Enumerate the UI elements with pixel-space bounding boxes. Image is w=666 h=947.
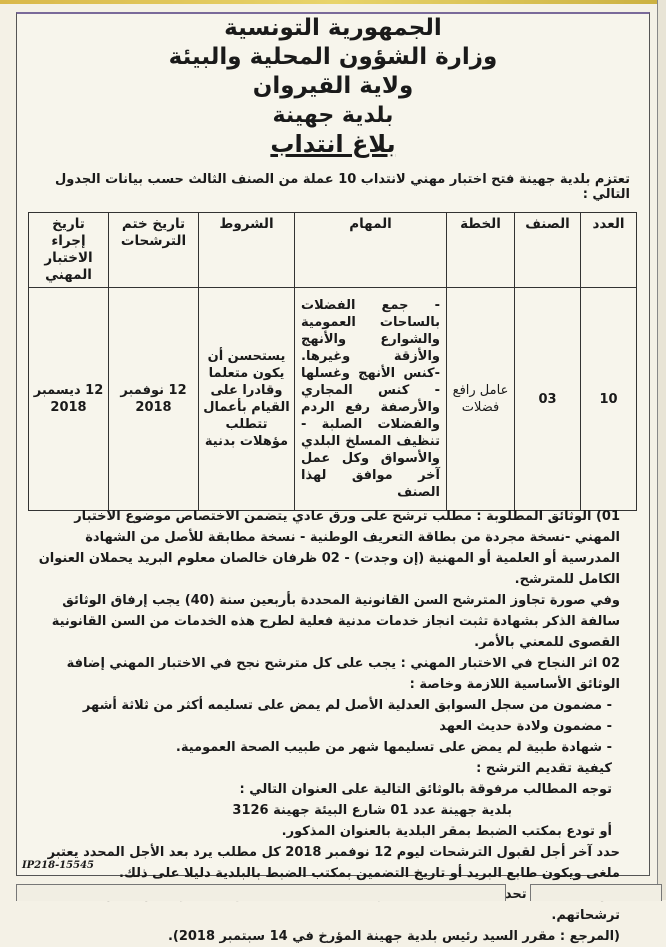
country-name: الجمهورية التونسية — [224, 15, 442, 41]
notice-header — [0, 14, 666, 159]
header-count: العدد — [581, 213, 637, 288]
next-article-frame — [16, 884, 506, 901]
header-position: الخطة — [447, 213, 515, 288]
reference-code: IP218-15545 — [22, 860, 95, 871]
cell-conditions: يستحسن أن يكون متعلما وقادرا على القيام بأعمال تتطلب مؤهلات بدنية — [199, 288, 295, 511]
cell-count: 10 — [581, 288, 637, 511]
header-grade: الصنف — [515, 213, 581, 288]
exam-location-notice: تحديد ترشحاتهم. — [492, 887, 620, 923]
how-to-apply-text: توجه المطالب مرفوقة بالوثائق التالية على العنوان التالي : — [239, 782, 612, 797]
table-row — [29, 288, 637, 511]
required-documents: 01) الوثائق المطلوبة : مطلب ترشح على ورق عادي يتضمن الاختصاص موضوع الاختبار المهني -نسخة مجردة من بطاقة التعريف الوطنية - نسخة مطابقة للأصل من الشهادة المدرسية أو العلمية أو المهنية (إن وجدت) - 02 ظرفان خالصان معلوم البريد يحملان العنوان الكامل للمترشح. — [38, 509, 620, 587]
notice-title: بلاغ انتداب — [270, 130, 396, 158]
cell-exam-date: 12 ديسمبر 2018 — [29, 288, 109, 511]
notice-body — [32, 506, 642, 947]
reference-decision: (المرجع : مقرر السيد رئيس بلدية جهينة المؤرخ في 14 سبتمبر 2018). — [167, 929, 620, 944]
deadline-text: حدد آخر أجل لقبول الترشحات ليوم 12 نوفمبر 2018 كل مطلب يرد بعد الأجل المحدد يعتبر ملغى ويكون طابع البريد أو تاريخ التضمين بمكتب الضبط بالبلدية دليلا على ذلك. — [47, 845, 620, 881]
mailing-address: بلدية جهينة عدد 01 شارع البيئة جهينة 3126 — [232, 803, 512, 818]
deposit-option: أو تودع بمكتب الضبط بمقر البلدية بالعنوان المذكور. — [281, 824, 612, 839]
intro-text: تعتزم بلدية جهينة فتح اختبار مهني لانتداب 10 عملة من الصنف الثالث حسب بيانات الجدول التالي : — [55, 172, 630, 202]
cell-tasks: - جمع الفضلات بالساحات العمومية والشوارع والأنهج والأزقة وغيرها. -كنس الأنهج وغسلها - كنس المجاري والأرصفة رفع الردم والفضلات الصلبة - تنظيف المسلخ البلدي والأسواق وكل عمل آخر موافق لهذا الصنف — [295, 288, 447, 511]
top-color-strip — [0, 0, 666, 4]
recruitment-table — [28, 212, 637, 511]
table-header-row — [29, 213, 637, 288]
ministry-name: وزارة الشؤون المحلية والبيئة — [168, 44, 498, 70]
age-exception: وفي صورة تجاوز المترشح السن القانونية المحددة بأربعين سنة (40) يجب إرفاق الوثائق سالفة الذكر بشهادة تثبت انجاز خدمات مدنية فعلية لطرح هذه الخدمات من السن القانونية القصوى للمعني بالأمر. — [51, 593, 620, 650]
bullet-item: - مضمون من سجل السوابق العدلية الأصل لم يمض على تسليمه أكثر من ثلاثة أشهر — [82, 698, 612, 713]
header-conditions: الشروط — [199, 213, 295, 288]
bullet-item: - شهادة طبية لم يمض على تسليمها شهر من طبيب الصحة العمومية. — [175, 740, 612, 755]
how-to-apply-title: كيفية تقديم الترشح : — [476, 761, 612, 776]
cell-grade: 03 — [515, 288, 581, 511]
cell-application-deadline: 12 نوفمبر 2018 — [109, 288, 199, 511]
municipality-name: بلدية جهينة — [272, 103, 394, 128]
next-article-frame — [530, 884, 662, 901]
cell-position: عامل رافع فضلات — [447, 288, 515, 511]
header-tasks: المهام — [295, 213, 447, 288]
header-application-deadline: تاريخ ختم الترشحات — [109, 213, 199, 288]
after-success: 02 اثر النجاح في الاختبار المهني : يجب على كل مترشح نجح في الاختبار المهني إضافة الوثائق الأساسية اللازمة وخاصة : — [66, 656, 620, 692]
governorate-name: ولاية القيروان — [252, 73, 414, 99]
bullet-item: - مضمون ولادة حديث العهد — [439, 719, 612, 734]
header-exam-date: تاريخ إجراء الاختبار المهني — [29, 213, 109, 288]
